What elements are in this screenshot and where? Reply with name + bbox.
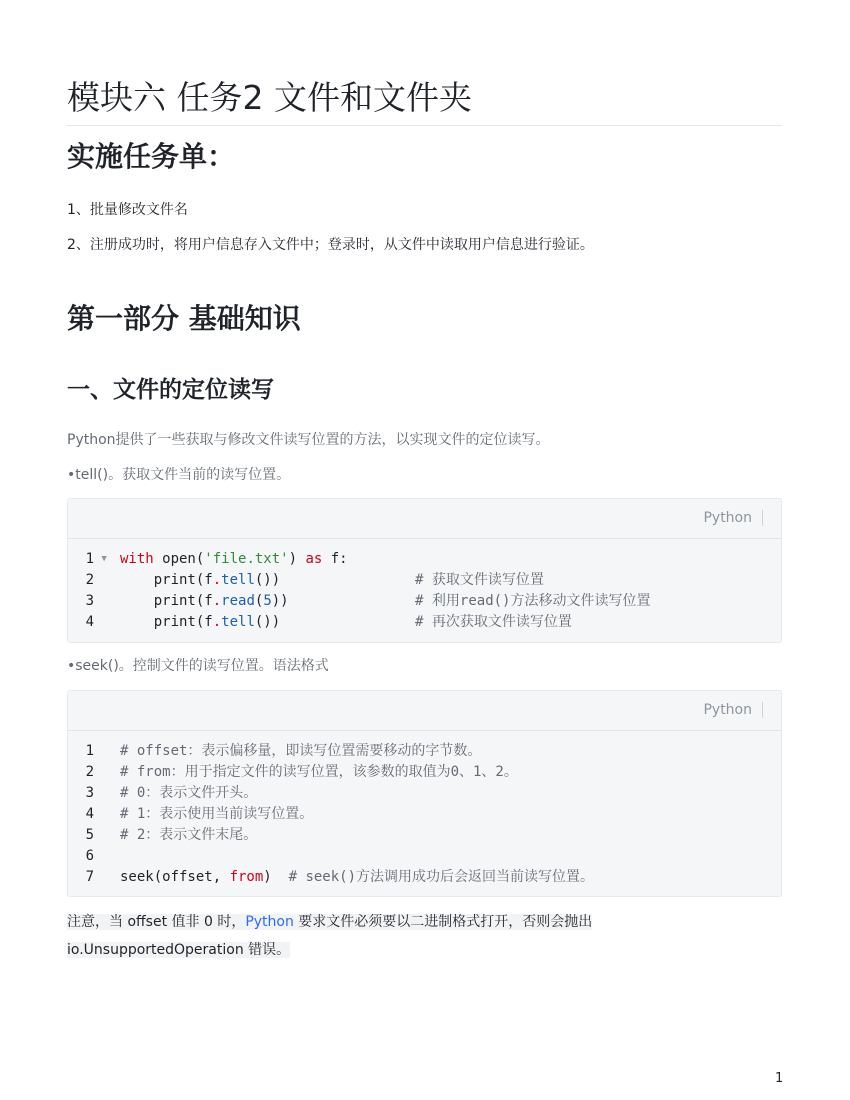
intro-paragraph: Python提供了一些获取与修改文件读写位置的方法，以实现文件的定位读写。 bbox=[67, 432, 550, 448]
code-text: # from：用于指定文件的读写位置，该参数的取值为0、1、2。 bbox=[120, 764, 518, 780]
code-block-header bbox=[68, 499, 781, 539]
code-text: # offset：表示偏移量，即读写位置需要移动的字节数。 bbox=[120, 743, 482, 759]
code-line bbox=[68, 612, 781, 633]
page-title: 模块六 任务2 文件和文件夹 bbox=[67, 78, 782, 126]
line-number: 3 bbox=[85, 593, 94, 609]
line-number: 1 bbox=[85, 743, 94, 759]
task-item-1: 1、批量修改文件名 bbox=[67, 202, 188, 218]
code-line bbox=[68, 762, 781, 783]
code-block-header bbox=[68, 691, 781, 731]
code-text: print(f.read(5)) # 利用read()方法移动文件读写位置 bbox=[120, 593, 651, 609]
line-number: 1 bbox=[85, 551, 94, 567]
code-text: # 0：表示文件开头。 bbox=[120, 785, 258, 801]
code-line bbox=[68, 591, 781, 612]
code-text: with open('file.txt') as f: bbox=[120, 551, 348, 567]
subsection-heading: 一、文件的定位读写 bbox=[67, 377, 274, 403]
line-number: 2 bbox=[85, 764, 94, 780]
code-line bbox=[68, 549, 781, 570]
code-line bbox=[68, 804, 781, 825]
section-task-heading: 实施任务单： bbox=[67, 140, 236, 173]
task-item-2: 2、注册成功时，将用户信息存入文件中；登录时，从文件中读取用户信息进行验证。 bbox=[67, 237, 594, 253]
note-text-c: io.UnsupportedOperation 错误。 bbox=[67, 942, 291, 958]
code-text: # 2：表示文件末尾。 bbox=[120, 827, 258, 843]
language-label[interactable]: Python bbox=[703, 702, 763, 718]
note-text-b: 要求文件必须要以二进制格式打开，否则会抛出 bbox=[293, 914, 593, 930]
bullet-tell: •tell()。获取文件当前的读写位置。 bbox=[67, 467, 291, 483]
code-text: print(f.tell()) # 再次获取文件读写位置 bbox=[120, 614, 572, 630]
note-text-a: 注意，当 offset 值非 0 时， bbox=[67, 914, 246, 930]
code-line bbox=[68, 570, 781, 591]
language-label[interactable]: Python bbox=[703, 510, 763, 526]
code-text: seek(offset, from) # seek()方法调用成功后会返回当前读写位置。 bbox=[120, 869, 595, 885]
line-number: 4 bbox=[85, 806, 94, 822]
part-heading: 第一部分 基础知识 bbox=[67, 302, 301, 335]
line-number: 7 bbox=[85, 869, 94, 885]
code-line bbox=[68, 741, 781, 762]
code-body bbox=[68, 539, 781, 641]
page-number: 1 bbox=[775, 1071, 784, 1086]
note-paragraph bbox=[67, 908, 592, 964]
code-line bbox=[68, 846, 781, 867]
code-block-tell bbox=[67, 498, 782, 643]
line-number: 6 bbox=[85, 848, 94, 864]
code-line bbox=[68, 867, 781, 888]
code-text: # 1：表示使用当前读写位置。 bbox=[120, 806, 314, 822]
code-line bbox=[68, 783, 781, 804]
fold-arrow-icon[interactable]: ▼ bbox=[96, 554, 107, 564]
code-block-seek bbox=[67, 690, 782, 897]
code-line bbox=[68, 825, 781, 846]
line-number: 5 bbox=[85, 827, 94, 843]
line-number: 3 bbox=[85, 785, 94, 801]
code-body bbox=[68, 731, 781, 896]
bullet-seek: •seek()。控制文件的读写位置。语法格式 bbox=[67, 658, 329, 674]
line-number: 4 bbox=[85, 614, 94, 630]
code-text: print(f.tell()) # 获取文件读写位置 bbox=[120, 572, 544, 588]
python-link[interactable]: Python bbox=[245, 914, 294, 930]
line-number: 2 bbox=[85, 572, 94, 588]
